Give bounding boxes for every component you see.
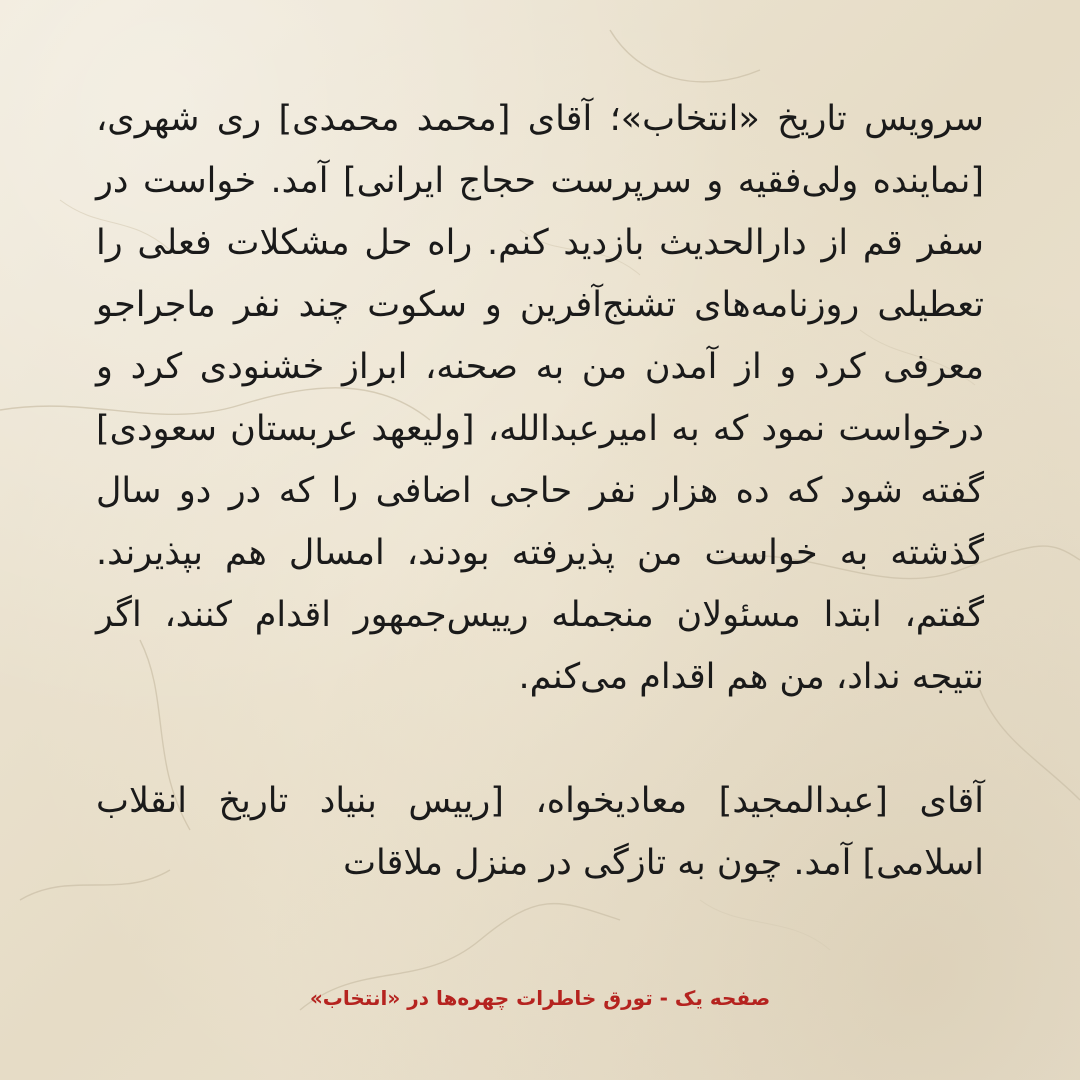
footer-caption: صفحه یک - تورق خاطرات چهره‌ها در «انتخاب» [309, 986, 771, 1010]
paragraph-1: سرویس تاریخ «انتخاب»؛ آقای [محمد محمدی] ری شهری، [نماینده ولی‌فقیه و سرپرست حجاج ایرانی] آمد. خواست در سفر قم از دارالحدیث بازدید کنم. راه حل مشکلات فعلی را تعطیلی روزنامه‌های تشنج‌آفرین و سکوت چند نفر ماجراجو معرفی کرد و از آمدن من به صحنه، ابراز خشنودی کرد و درخواست نمود که به امیرعبدالله، [ولیعهد عربستان سعودی] گفته شود که ده هزار نفر حاجی اضافی را که در دو سال گذشته به خواست من پذیرفته بودند، امسال هم بپذیرند. گفتم، ابتدا مسئولان منجمله رییس‌جمهور اقدام کنند، اگر نتیجه نداد، من هم اقدام می‌کنم. [96, 99, 984, 697]
text-block [96, 88, 984, 988]
paragraph-2: آقای [عبدالمجید] معادیخواه، [رییس بنیاد تاریخ انقلاب اسلامی] آمد. چون به تازگی در منزل ملاقات [96, 781, 984, 883]
